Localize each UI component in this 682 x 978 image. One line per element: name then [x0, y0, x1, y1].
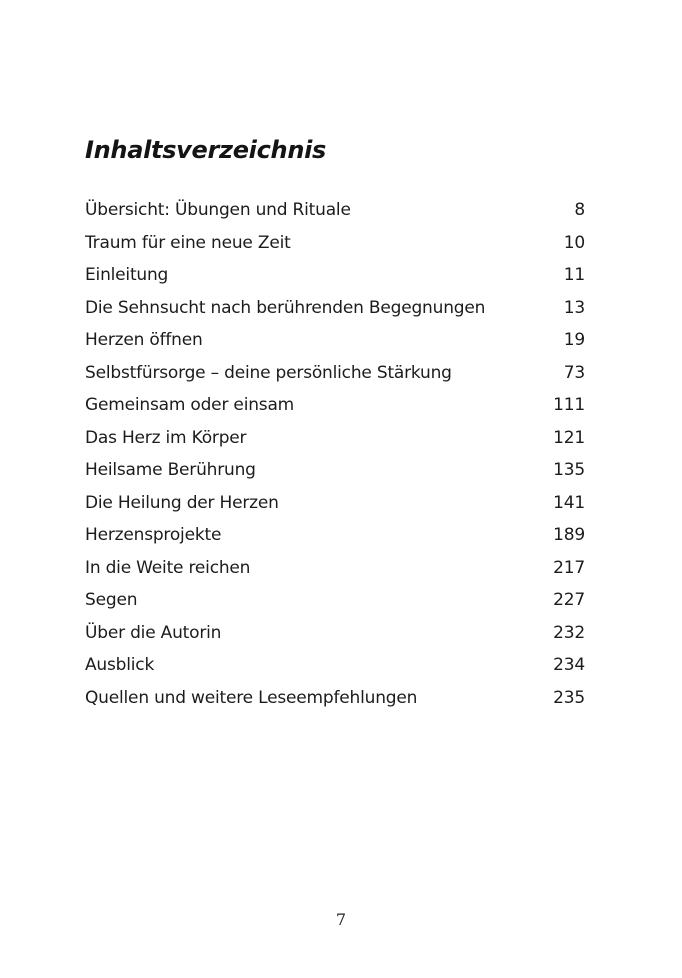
toc-entry[interactable] [85, 196, 585, 229]
toc-entry-page: 73 [563, 362, 585, 383]
toc-entry-label: Einleitung [85, 265, 169, 285]
toc-entry-page: 217 [553, 557, 585, 578]
toc-entry-page: 19 [563, 330, 585, 350]
toc-entry[interactable] [85, 424, 585, 457]
toc-entry-label: In die Weite reichen [85, 557, 251, 578]
toc-entry-page: 135 [553, 460, 585, 480]
toc-entry-label: Quellen und weitere Leseempfehlungen [85, 687, 418, 708]
toc-entry[interactable] [85, 229, 585, 262]
toc-entry-page: 234 [553, 655, 585, 675]
toc-entry-label: Gemeinsam oder einsam [85, 395, 295, 415]
toc-entry[interactable] [85, 326, 585, 359]
toc-entry-page: 189 [553, 525, 585, 545]
toc-entry[interactable] [85, 359, 585, 392]
toc-entry-label: Die Heilung der Herzen [85, 492, 279, 513]
toc-title: Inhaltsverzeichnis [85, 136, 327, 164]
toc-entry[interactable] [85, 294, 585, 327]
toc-entry-page: 11 [563, 265, 585, 285]
toc-entry[interactable] [85, 684, 585, 717]
toc-entry-label: Herzen öffnen [85, 330, 203, 350]
toc-entry[interactable] [85, 391, 585, 424]
toc-entry-page: 10 [563, 232, 585, 253]
toc-entry-page: 121 [553, 427, 585, 448]
toc-entry[interactable] [85, 521, 585, 554]
toc-entry-page: 227 [553, 590, 585, 610]
toc-entry[interactable] [85, 586, 585, 619]
toc-entry-label: Die Sehnsucht nach berührenden Begegnungen [85, 297, 486, 318]
toc-entry-label: Herzensprojekte [85, 525, 222, 545]
toc-entry-label: Über die Autorin [85, 622, 222, 643]
toc-entry-label: Das Herz im Körper [85, 427, 247, 448]
toc-entry[interactable] [85, 489, 585, 522]
toc-entry-label: Ausblick [85, 655, 155, 675]
toc-entry-label: Heilsame Berührung [85, 460, 256, 480]
toc-entry[interactable] [85, 261, 585, 294]
page-number: 7 [335, 910, 347, 929]
toc-entry-label: Übersicht: Übungen und Rituale [85, 200, 351, 220]
toc-entry-page: 13 [563, 297, 585, 318]
toc-entry-page: 111 [553, 395, 585, 415]
toc-entry-label: Segen [85, 590, 138, 610]
toc-entry[interactable] [85, 619, 585, 652]
toc-entry-page: 8 [574, 200, 585, 220]
toc-list [85, 196, 585, 716]
toc-entry-label: Selbstfürsorge – deine persönliche Stärkung [85, 362, 452, 383]
toc-entry[interactable] [85, 651, 585, 684]
toc-entry[interactable] [85, 554, 585, 587]
toc-entry[interactable] [85, 456, 585, 489]
toc-entry-page: 141 [553, 492, 585, 513]
toc-entry-label: Traum für eine neue Zeit [85, 232, 291, 253]
toc-entry-page: 235 [553, 687, 585, 708]
toc-entry-page: 232 [553, 622, 585, 643]
